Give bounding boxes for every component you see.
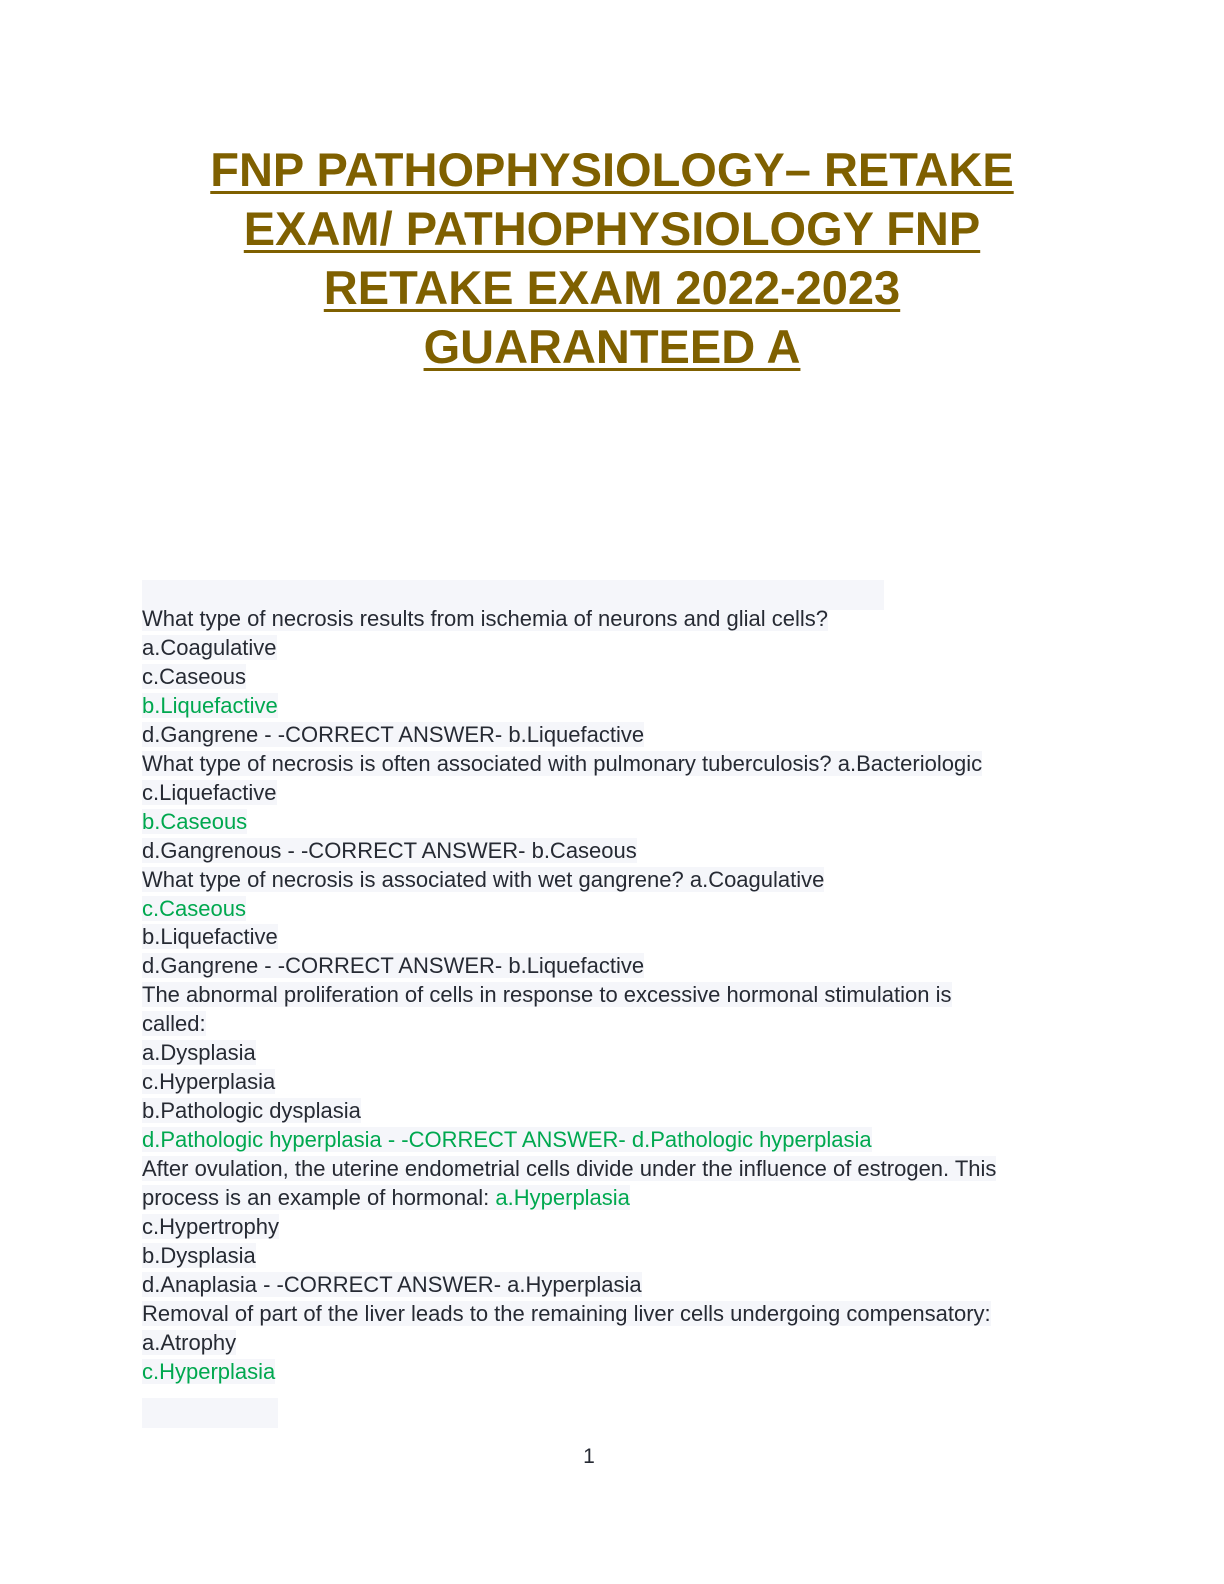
text-line [142,1300,1082,1329]
text-segment: After ovulation, the uterine endometrial cells divide under the influence of estrogen. This [142,1156,997,1182]
text-segment: b.Pathologic dysplasia [142,1098,361,1124]
correct-answer-text: a.Hyperplasia [495,1185,630,1211]
correct-answer-text: c.Hyperplasia [142,1358,276,1384]
text-segment: What type of necrosis results from ischemia of neurons and glial cells? [142,606,828,631]
document-title [0,140,1224,376]
text-segment: The abnormal proliferation of cells in response to excessive hormonal stimulation is [142,982,952,1008]
text-segment: a.Dysplasia [142,1040,256,1066]
text-line [142,1097,1082,1126]
text-line [142,721,1082,750]
text-segment: a.Coagulative [142,634,277,660]
text-line [142,1213,1082,1242]
text-segment: What type of necrosis is associated with wet gangrene? a.Coagulative [142,866,825,892]
text-line [142,923,1082,952]
text-line [142,895,1082,924]
text-line [142,663,1082,692]
text-segment: b.Liquefactive [142,924,278,950]
text-segment: called: [142,1011,206,1037]
text-line [142,779,1082,808]
title-line: RETAKE EXAM 2022-2023 [323,261,901,314]
text-line [142,981,1082,1010]
text-segment: d.Anaplasia - -CORRECT ANSWER- a.Hyperplasia [142,1271,642,1297]
text-segment: c.Hyperplasia [142,1069,276,1095]
text-segment: d.Gangrenous - -CORRECT ANSWER- b.Caseous [142,837,637,863]
correct-answer-text: b.Caseous [142,808,248,834]
text-segment: Removal of part of the liver leads to the remaining liver cells undergoing compensatory: [142,1300,991,1326]
text-segment: b.Dysplasia [142,1242,256,1268]
page-number: 1 [583,1445,595,1468]
title-line: EXAM/ PATHOPHYSIOLOGY FNP [243,202,981,255]
text-line [142,1068,1082,1097]
text-line [142,952,1082,981]
text-line [142,634,1082,663]
text-line [142,1010,1082,1039]
text-line [142,1242,1082,1271]
text-line [142,1155,1082,1184]
title-line: FNP PATHOPHYSIOLOGY– RETAKE [210,143,1014,196]
text-segment: What type of necrosis is often associated with pulmonary tuberculosis? a.Bacteriologic [142,750,983,776]
text-line [142,692,1082,721]
question-list [142,605,1082,1387]
correct-answer-text: d.Pathologic hyperplasia - -CORRECT ANSWER- d.Pathologic hyperplasia [142,1127,872,1153]
text-line [142,1126,1082,1155]
title-line: GUARANTEED A [423,320,801,373]
text-line [142,1358,1082,1387]
text-line [142,1184,1082,1213]
text-line [142,750,1082,779]
text-segment: c.Caseous [142,663,246,689]
text-segment: process is an example of hormonal: [142,1185,496,1211]
text-segment: a.Atrophy [142,1329,237,1355]
text-highlight-block [142,1398,278,1428]
text-line [142,1039,1082,1068]
text-line [142,866,1082,895]
text-segment: c.Liquefactive [142,779,277,805]
correct-answer-text: b.Liquefactive [142,692,278,718]
text-line [142,1329,1082,1358]
correct-answer-text: c.Caseous [142,895,246,921]
text-segment: d.Gangrene - -CORRECT ANSWER- b.Liquefactive [142,721,645,747]
text-line [142,837,1082,866]
text-line [142,808,1082,837]
text-segment: d.Gangrene - -CORRECT ANSWER- b.Liquefactive [142,953,645,979]
text-segment: c.Hypertrophy [142,1214,279,1240]
text-line [142,605,1082,634]
text-line [142,1271,1082,1300]
